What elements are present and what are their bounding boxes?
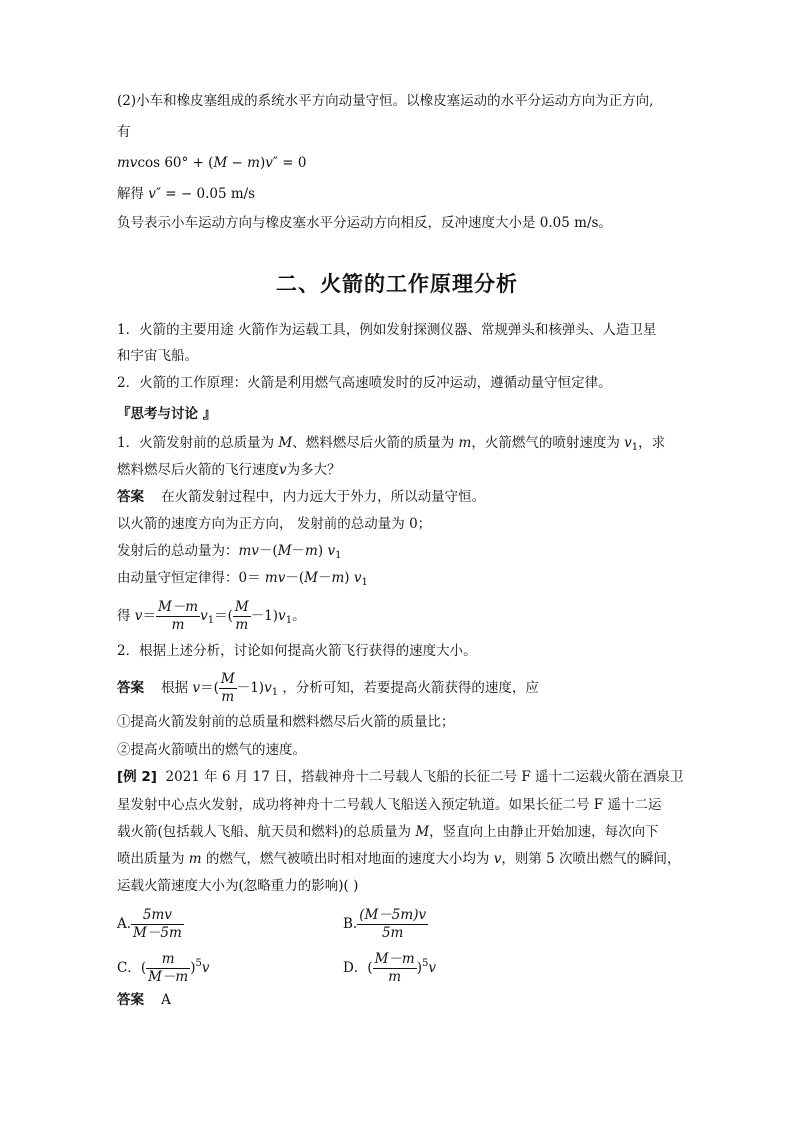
list-item: 1．火箭的主要用途 火箭作为运载工具，例如发射探测仪器、常规弹头和核弹头、人造卫星 [117,322,657,338]
think-discuss-heading: 『思考与讨论 』 [117,406,217,422]
list-item: 2．火箭的工作原理：火箭是利用燃气高速喷发时的反冲运动，遵循动量守恒定律。 [117,375,612,391]
option-b[interactable]: B. $\frac{(M-5m)v}{5m}$ [343,907,427,941]
answer-2: 答案 根据 v＝( $\frac{M}{m}$ $-1)v_1$ ，分析可知，若要提高火箭获得的速度，应 [117,671,539,705]
question-1-continued: 燃料燃尽后火箭的飞行速度v为多大？ [117,462,341,478]
fraction: $\frac{(M-5m)v}{5m}$ [359,907,427,941]
list-item-continued: 和宇宙飞船。 [117,348,198,364]
solution-line: 解得 v″ = − 0.05 m/s [117,186,256,202]
example-tag: [例 2] [117,769,157,785]
fraction: $\frac{5mv}{M-5m}$ [133,907,182,941]
option-a[interactable]: A. $\frac{5mv}{M-5m}$ [117,907,182,941]
example-answer: 答案 A [117,992,171,1008]
example-line: [例 2] 2021 年 6 月 17 日，搭载神舟十二号载人飞船的长征二号 F 遥十二运载火箭在酒泉卫 [117,769,684,785]
answer-label: 答案 [117,992,144,1008]
example-line: 载火箭(包括载人飞船、航天员和燃料)的总质量为 M，竖直向上由静止开始加速，每次向下 [117,824,659,840]
question-1: 1．火箭发射前的总质量为 M、燃料燃尽后火箭的质量为 m，火箭燃气的喷射速度为 $v_1$，求 [117,435,666,453]
answer-label: 答案 [117,489,144,505]
answer-1: 答案 在火箭发射过程中，内力远大于外力，所以动量守恒。 [117,489,486,505]
text-line: (2)小车和橡皮塞组成的系统水平方向动量守恒。以橡皮塞运动的水平分运动方向为正方向, [117,93,654,109]
fraction: $\frac{m}{M-m}$ [148,951,189,985]
example-line: 喷出质量为 m 的燃气，燃气被喷出时相对地面的速度大小均为 v，则第 5 次喷出燃气的瞬间， [117,851,681,867]
example-line: 星发射中心点火发射，成功将神舟十二号载人飞船送入预定轨道。如果长征二号 F 遥十二运 [117,797,662,813]
example-line: 运载火箭速度大小为(忽略重力的影响)( ) [117,878,359,894]
momentum-after-line: 发射后的总动量为：mv－(M－m) $v_1$ [117,543,342,561]
fraction: $\frac{M-m}{m}$ [157,599,199,633]
text-line: 负号表示小车运动方向与橡皮塞水平分运动方向相反，反冲速度大小是 0.05 m/s。 [117,215,612,231]
text-line: 有 [117,124,131,140]
answer-label: 答案 [117,680,144,696]
conclusion-2: ②提高火箭喷出的燃气的速度。 [117,742,306,758]
result-equation: 得 v＝ $\frac{M-m}{m}$ $v_1=$( $\frac{M}{m}$ $-1)v_1$。 [117,599,306,633]
section-title: 二、火箭的工作原理分析 [276,272,518,296]
equation-momentum: mvcos 60° + (M − m)v″ = 0 [117,155,307,171]
fraction: $\frac{M-m}{m}$ [374,951,415,985]
fraction: $\frac{M}{m}$ [220,671,235,705]
option-c[interactable]: C．( $\frac{m}{M-m}$ )$^5$v [117,951,210,985]
question-2: 2．根据上述分析，讨论如何提高火箭飞行获得的速度大小。 [117,643,477,659]
fraction: $\frac{M}{m}$ [234,599,249,633]
conservation-line: 由动量守恒定律得：0＝ mv－(M－m) $v_1$ [117,570,368,588]
option-d[interactable]: D．( $\frac{M-m}{m}$ )$^5$v [343,951,437,985]
text-line: 以火箭的速度方向为正方向， 发射前的总动量为 0； [117,516,432,532]
conclusion-1: ①提高火箭发射前的总质量和燃料燃尽后火箭的质量比； [117,714,455,730]
